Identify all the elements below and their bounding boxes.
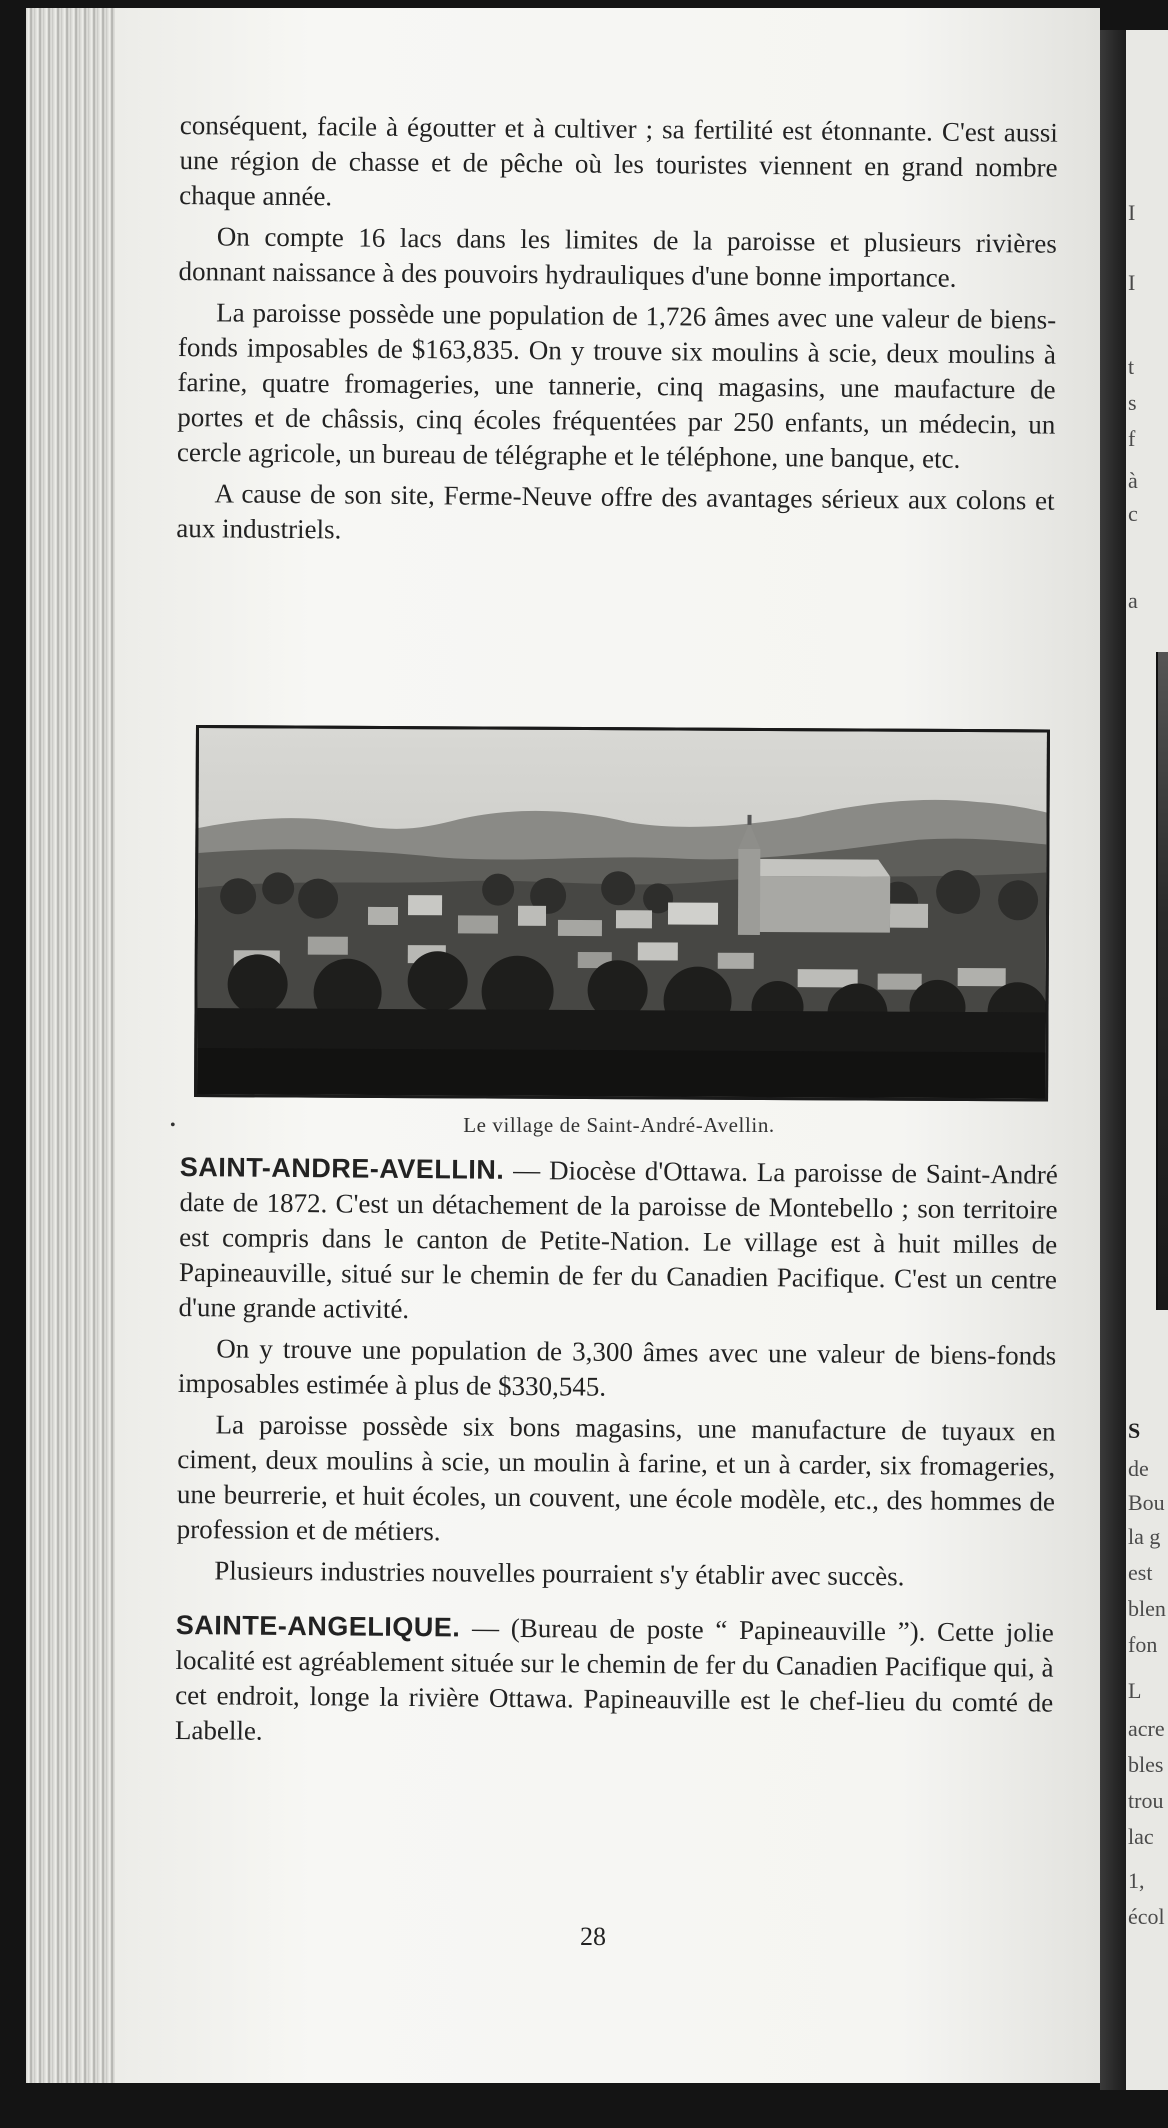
stray-mark: • <box>170 1117 176 1134</box>
adjacent-page-text: lac <box>1128 1824 1154 1849</box>
lower-text-block <box>175 1150 1058 1762</box>
village-photo <box>194 725 1050 1101</box>
paragraph: La paroisse possède six bons magasins, une manufacture de tuyaux en ciment, deux moulins à scie, un moulin à farine, et un à carder, six fromageries, une beurrerie, et huit écoles, un couvent, une école modèle, etc., des hommes de profession et de métiers. <box>176 1409 1056 1547</box>
adjacent-page-text: Bou <box>1128 1490 1165 1515</box>
adjacent-page-text: L <box>1128 1678 1142 1703</box>
adjacent-page-text: t <box>1128 354 1135 379</box>
adjacent-page-text: I <box>1128 270 1136 295</box>
paragraph: On compte 16 lacs dans les limites de la paroisse et plusieurs rivières donnant naissance à des pouvoirs hydrauliques d'une bonne importance. <box>178 221 1057 293</box>
section-heading: SAINT-ANDRE-AVELLIN. <box>179 1151 505 1185</box>
village-photo-image <box>197 728 1047 1098</box>
adjacent-page-text: bles <box>1128 1752 1164 1777</box>
adjacent-page-photo <box>1156 652 1168 1310</box>
paragraph: La paroisse possède une population de 1,726 âmes avec une valeur de biens-fonds imposables de $163,835. On y trouve six moulins à scie, deux moulins à farine, quatre fromageries, une tannerie, cinq magasins, une maufacture de portes et de châssis, cinq écoles fréquentées par 250 enfants, un médecin, un cercle agricole, un bureau de télégraphe et le téléphone, une banque, etc. <box>176 297 1057 474</box>
adjacent-page-fragment <box>1126 30 1168 2090</box>
adjacent-page-text: c <box>1128 501 1138 526</box>
section-intro: — (Bureau de poste “ Papineauville ”). Cette jolie localité est agréablement située sur le chemin de fer du Canadien Pacifique qui, à cet endroit, longe la rivière Ottawa. Papineauville est le chef-lieu du comté de Labelle. <box>174 1612 1054 1746</box>
paragraph: On y trouve une population de 3,300 âmes avec une valeur de biens-fonds imposables estimée à plus de $330,545. <box>177 1333 1057 1402</box>
adjacent-page-text: I <box>1128 200 1136 225</box>
paragraph: Plusieurs industries nouvelles pourraient s'y établir avec succès. <box>214 1555 905 1592</box>
adjacent-page-text: de <box>1128 1456 1149 1481</box>
adjacent-page-text: blen <box>1128 1596 1166 1621</box>
adjacent-page-text: fon <box>1128 1632 1158 1657</box>
section-saint-andre <box>178 1150 1057 1333</box>
section-intro: — Diocèse d'Ottawa. La paroisse de Saint-André date de 1872. C'est un détachement de la paroisse de Montebello ; son territoire est compris dans le canton de Petite-Nation. Le village est à huit milles de Papineauville, situé sur le chemin de fer du Canadien Pacifique. C'est un centre d'une grande activité. <box>178 1154 1058 1325</box>
upper-text-block <box>176 108 1058 560</box>
adjacent-page-text: la g <box>1128 1524 1161 1549</box>
section-heading: SAINTE-ANGELIQUE. <box>175 1609 461 1643</box>
paragraph: A cause de son site, Ferme-Neuve offre des avantages sérieux aux colons et aux industriels. <box>176 478 1055 545</box>
figure-caption: Le village de Saint-André-Avellin. <box>463 1113 775 1137</box>
book-gutter <box>1100 30 1126 2090</box>
adjacent-page-text: a <box>1128 588 1138 613</box>
adjacent-page-text: trou <box>1128 1788 1164 1813</box>
adjacent-page-text: 1, <box>1128 1868 1145 1893</box>
adjacent-page-text: s <box>1128 390 1137 415</box>
adjacent-page-text: S <box>1128 1418 1141 1443</box>
paragraph: conséquent, facile à égoutter et à cultiver ; sa fertilité est étonnante. C'est aussi une région de chasse et de pêche où les touristes viennent en grand nombre chaque année. <box>179 109 1058 212</box>
page-number: 28 <box>580 1922 606 1951</box>
adjacent-page-text: f <box>1128 426 1136 451</box>
adjacent-page-text: est <box>1128 1560 1153 1585</box>
adjacent-page-text: écol <box>1128 1904 1165 1929</box>
adjacent-page-text: acre <box>1128 1716 1165 1741</box>
adjacent-page-text: à <box>1128 468 1138 493</box>
section-sainte-angelique <box>175 1608 1054 1756</box>
